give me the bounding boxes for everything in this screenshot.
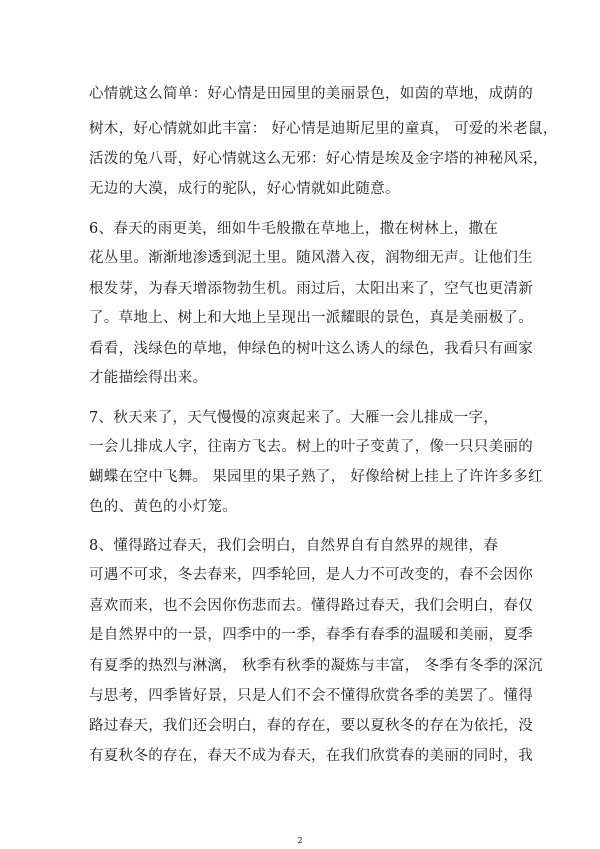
text-line: 树木，好心情就如此丰富： 好心情是迪斯尼里的童真， 可爱的米老鼠， [89, 121, 558, 137]
text-line: 活泼的兔八哥，好心情就这么无邪：好心情是埃及金字塔的神秘风采， [89, 151, 548, 167]
text-line: 喜欢而来，也不会因你伤悲而去。懂得路过春天，我们会明白，春仅 [89, 598, 533, 614]
text-line: 可遇不可求，冬去春来，四季轮回，是人力不可改变的，春不会因你 [89, 567, 533, 583]
text-line: 有夏秋冬的存在，春天不成为春天，在我们欣赏春的美丽的同时，我 [89, 748, 533, 764]
text-line: 了。草地上、树上和大地上呈现出一派耀眼的景色，真是美丽极了。 [89, 310, 533, 326]
text-line: 路过春天，我们还会明白，春的存在，要以夏秋冬的存在为依托，没 [89, 718, 533, 734]
text-line: 是自然界中的一景，四季中的一季，春季有春季的温暖和美丽，夏季 [89, 627, 533, 643]
text-line: 7、秋天来了，天气慢慢的凉爽起来了。大雁一会儿排成一字， [89, 410, 499, 426]
text-line: 一会儿排成人字，往南方飞去。树上的叶子变黄了，像一只只美丽的 [89, 439, 533, 455]
text-line: 6、春天的雨更美，细如牛毛般撒在草地上，撒在树林上，撒在 [89, 221, 499, 237]
page-number: 2 [297, 836, 303, 845]
text-line: 才能描绘得出来。 [89, 370, 208, 386]
text-line: 8、懂得路过春天，我们会明白，自然界自有自然界的规律，春 [89, 538, 499, 554]
text-line: 无边的大漠，成行的驼队，好心情就如此随意。 [89, 181, 400, 197]
text-line: 花丛里。渐渐地渗透到泥土里。随风潜入夜，润物细无声。让他们生 [89, 250, 533, 266]
text-line: 根发芽，为春天增添物勃生机。雨过后，太阳出来了，空气也更清新 [89, 281, 533, 297]
text-line: 有夏季的热烈与淋漓， 秋季有秋季的凝炼与丰富， 冬季有冬季的深沉 [89, 658, 543, 674]
text-line: 看看，浅绿色的草地，伸绿色的树叶这么诱人的绿色，我看只有画家 [89, 341, 533, 357]
text-line: 心情就这么简单：好心情是田园里的美丽景色，如茵的草地，成荫的 [89, 86, 533, 102]
text-line: 色的、黄色的小灯笼。 [89, 499, 237, 515]
text-line: 蝴蝶在空中飞舞。 果园里的果子熟了， 好像给树上挂上了许许多多红 [89, 469, 543, 485]
text-line: 与思考，四季皆好景，只是人们不会不懂得欣赏各季的美罢了。懂得 [89, 688, 533, 704]
